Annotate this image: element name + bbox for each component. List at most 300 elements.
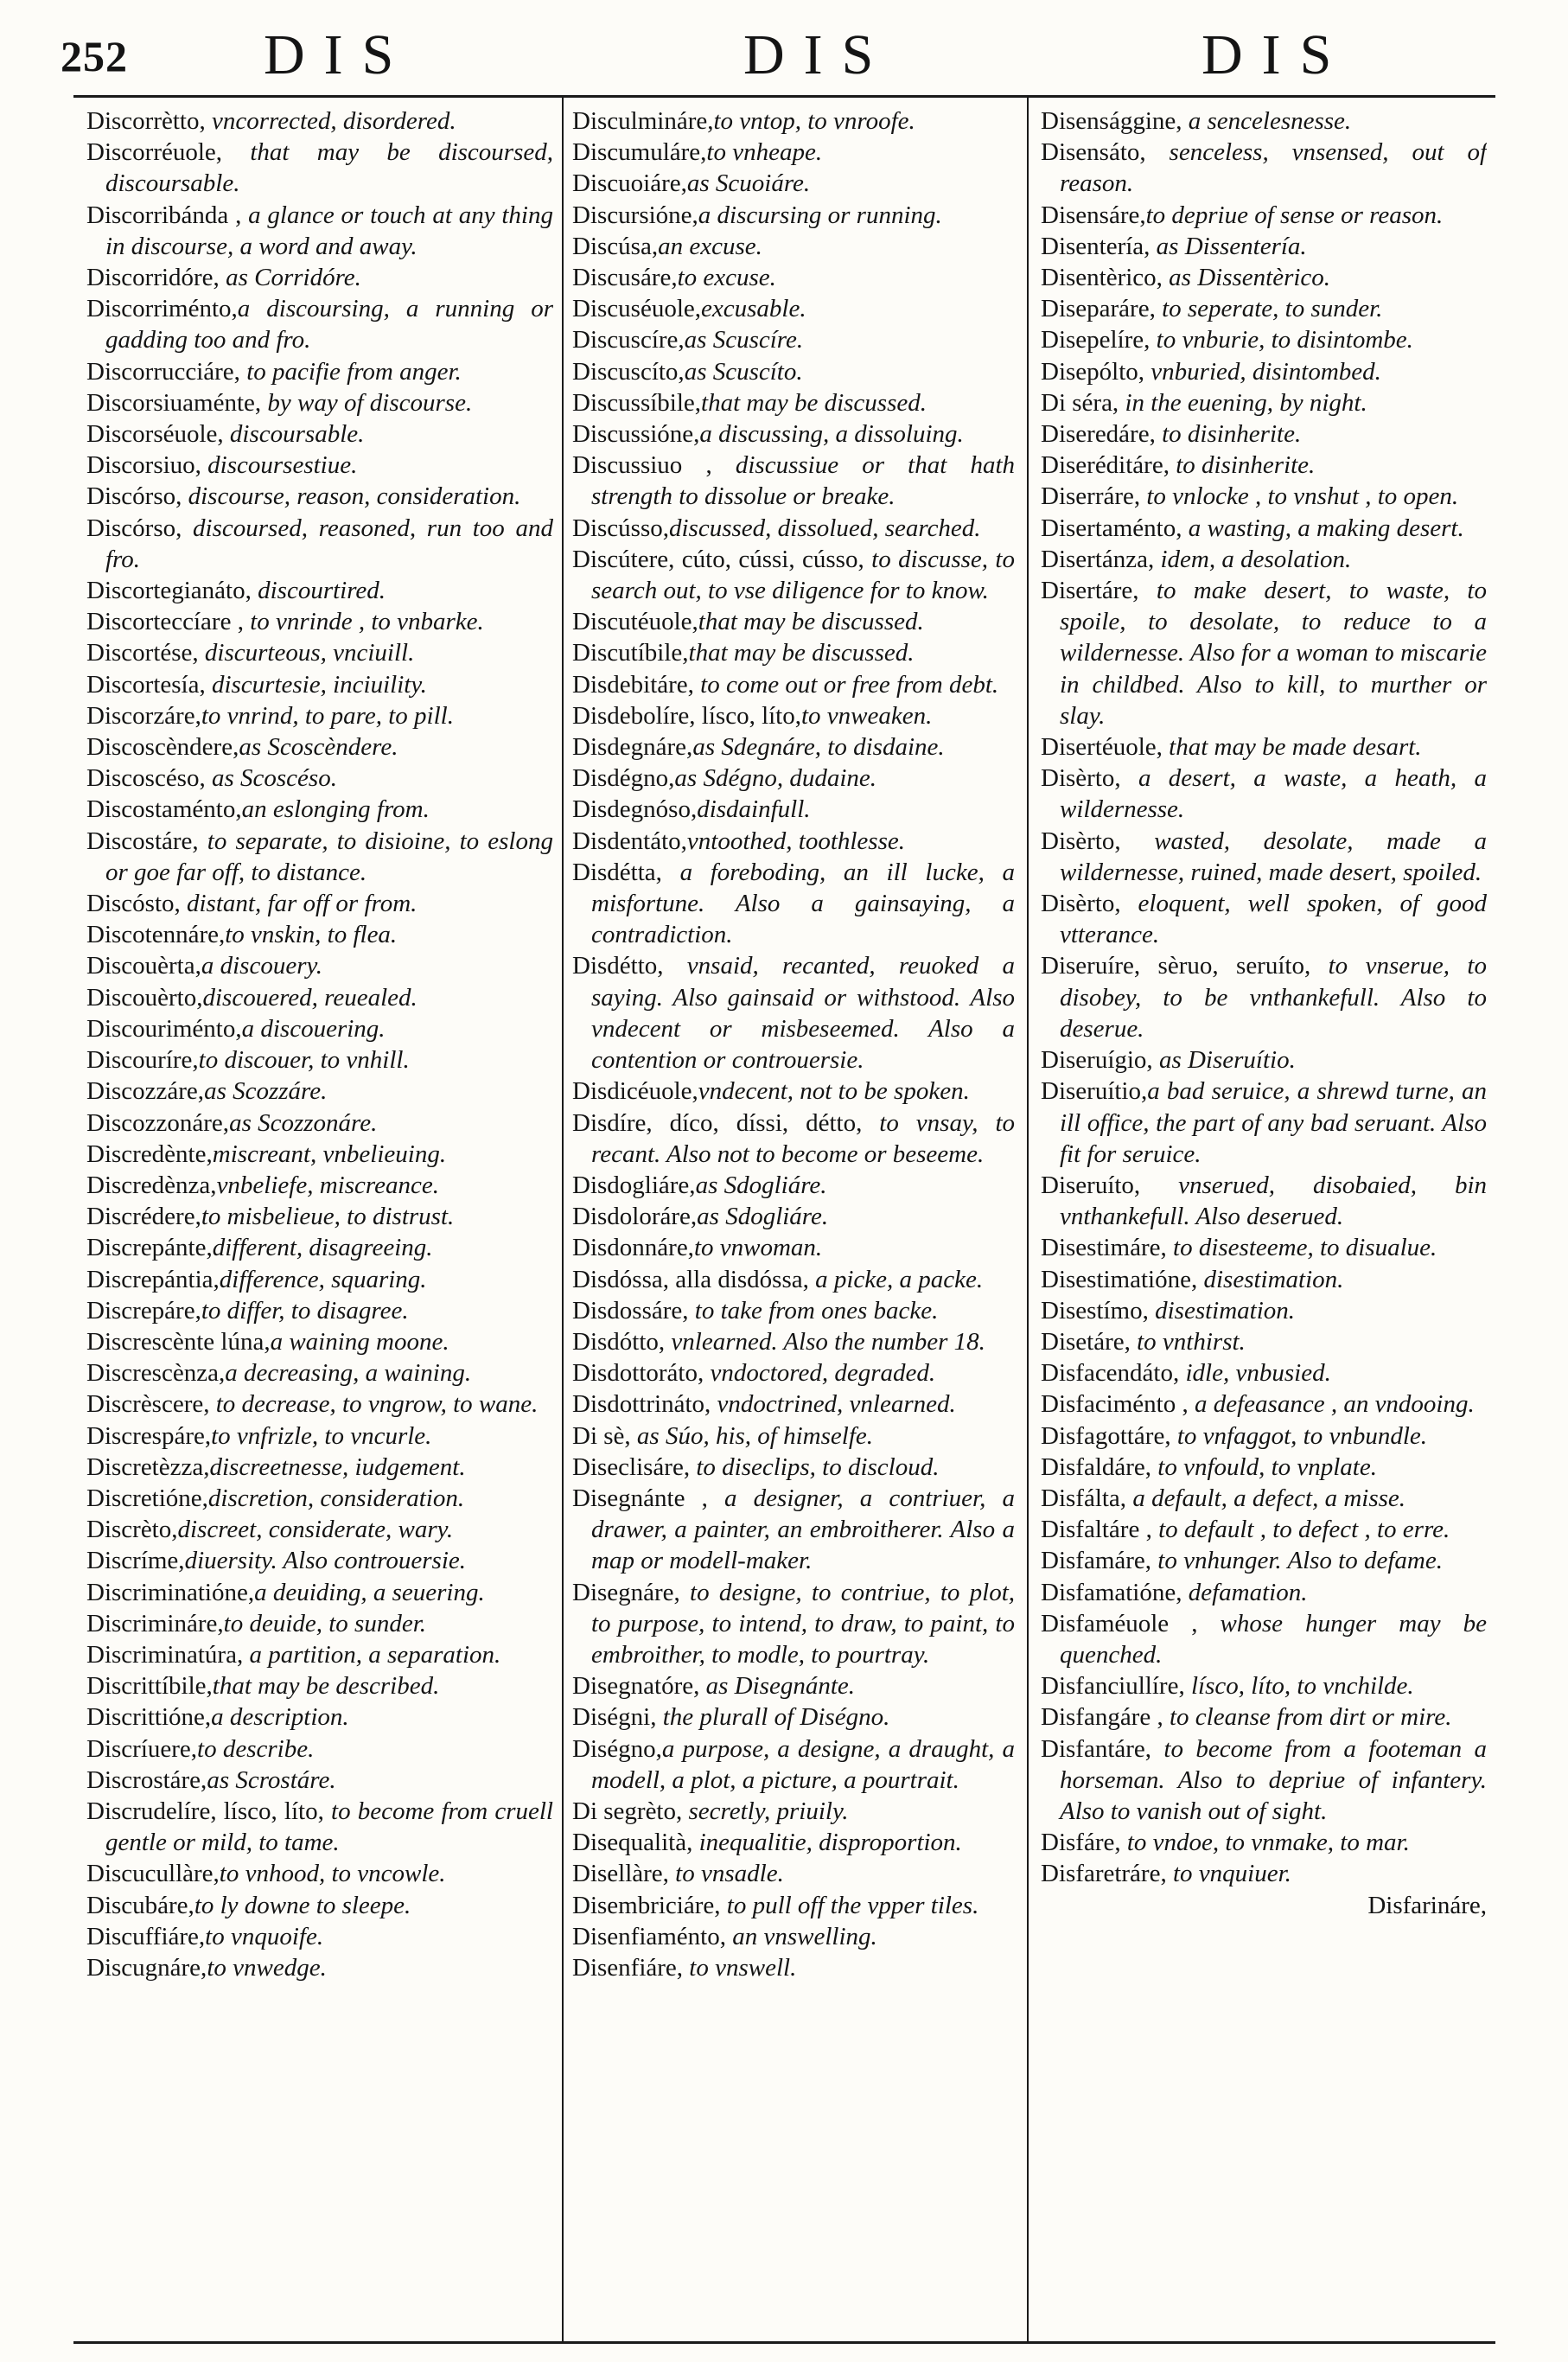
definition: in the euening, by night. [1119, 388, 1367, 417]
dictionary-entry [86, 794, 553, 825]
running-head-right: DIS [1201, 23, 1351, 86]
definition: to vnhood, to vncowle. [219, 1860, 446, 1888]
headword: Discrostáre, [86, 1765, 207, 1794]
headword: Disdottrináto, [572, 1390, 711, 1419]
dictionary-columns [86, 105, 1487, 2336]
headword: Disfagottáre, [1041, 1421, 1171, 1450]
headword: Discuffiáre, [86, 1922, 206, 1950]
header-rule [73, 95, 1495, 98]
dictionary-entry [572, 387, 1015, 418]
headword: Disdicéuole, [572, 1077, 698, 1106]
definition: as Sdégno, dudaine. [674, 764, 877, 793]
headword: Discríme, [86, 1547, 185, 1575]
headword: Discrescènza, [86, 1359, 226, 1388]
definition: discreet, considerate, wary. [177, 1516, 454, 1544]
definition: vndecent, not to be spoken. [698, 1077, 970, 1106]
headword: Discorrucciáre, [86, 357, 240, 386]
headword: Discrèscere, [86, 1390, 210, 1419]
definition: secretly, priuily. [682, 1797, 849, 1825]
definition: to vnsay, to recant. Also not to become or beseeme. [591, 1108, 1015, 1168]
headword: Disdoloráre, [572, 1203, 698, 1231]
dictionary-entry [572, 1357, 1015, 1388]
dictionary-entry [572, 293, 1015, 324]
headword: Diserráre, [1041, 482, 1141, 511]
headword: Disculmináre, [572, 107, 714, 135]
dictionary-entry [572, 606, 1015, 637]
dictionary-entry [1041, 1295, 1487, 1326]
dictionary-entry [86, 1952, 553, 1983]
headword: Diségni, [572, 1703, 657, 1732]
definition: a desert, a waste, a heath, a wildernesse. [1060, 764, 1487, 824]
definition: vnsaid, recanted, reuoked a saying. Also gainsaid or withstood. Also vndecent or misbeseemed. Also a contention or controuersie. [591, 952, 1015, 1075]
headword: Disequalità, [572, 1829, 693, 1857]
headword: Disdossáre, [572, 1296, 689, 1325]
dictionary-entry [86, 387, 553, 418]
definition: as Scozzonáre. [229, 1108, 378, 1137]
dictionary-entry [572, 1733, 1015, 1796]
dictionary-entry [86, 763, 553, 794]
dictionary-entry [86, 1264, 553, 1295]
headword: Disfamáre, [1041, 1547, 1152, 1575]
headword: Discotennáre, [86, 921, 226, 949]
definition: as Scoscèndere. [239, 733, 398, 762]
definition: defamation. [1182, 1578, 1308, 1606]
headword: Disfamatióne, [1041, 1578, 1182, 1606]
headword: Disentería, [1041, 232, 1151, 260]
definition: to vnquiuer. [1166, 1860, 1291, 1888]
dictionary-entry [1041, 1044, 1487, 1076]
dictionary-entry [1041, 1264, 1487, 1295]
dictionary-entry [86, 418, 553, 450]
dictionary-entry [572, 544, 1015, 606]
definition: to vnserue, to disobey, to be vnthankefull. Also to deserue. [1060, 952, 1487, 1043]
definition: as Sdegnáre, to disdaine. [692, 733, 945, 762]
dictionary-entry [572, 1232, 1015, 1263]
definition: different, disagreeing. [212, 1234, 433, 1262]
definition: to disinherite. [1155, 420, 1302, 449]
definition: discreetnesse, iudgement. [209, 1452, 466, 1481]
dictionary-entry [86, 200, 553, 262]
definition: discoursestiue. [201, 451, 358, 480]
headword: Disdentáto, [572, 827, 687, 855]
definition: idem, a desolation. [1154, 545, 1352, 573]
definition: a discouery. [201, 952, 323, 980]
dictionary-entry [86, 1796, 553, 1858]
headword: Discussióne, [572, 420, 700, 449]
dictionary-entry [86, 450, 553, 481]
definition: vntoothed, toothlesse. [686, 827, 905, 855]
definition: as Scuscíto. [684, 357, 803, 386]
dictionary-entry [86, 513, 553, 575]
dictionary-entry [572, 950, 1015, 1076]
headword: Diseclisáre, [572, 1452, 691, 1481]
dictionary-entry [86, 1295, 553, 1326]
dictionary-entry [1041, 231, 1487, 262]
dictionary-entry [572, 1921, 1015, 1952]
definition: as Diseruítio. [1152, 1046, 1296, 1075]
headword: Disestimáre, [1041, 1234, 1167, 1262]
definition: a designer, a contriuer, a drawer, a painter, an embroitherer. Also a map or modell-maker. [591, 1484, 1015, 1575]
dictionary-entry [1041, 1858, 1487, 1889]
dictionary-entry [86, 481, 553, 512]
definition: a discoursing, a running or gadding too and fro. [105, 295, 553, 354]
dictionary-entry [572, 418, 1015, 450]
headword: Discozzáre, [86, 1077, 205, 1106]
definition: by way of discourse. [261, 388, 473, 417]
definition: a foreboding, an ill lucke, a misfortune. Also a gainsaying, a contradiction. [591, 858, 1015, 949]
headword: Discretióne, [86, 1484, 208, 1512]
headword: Discósto, [86, 890, 181, 918]
definition: vnserued, disobaied, bin vnthankefull. Also deserued. [1060, 1171, 1487, 1231]
headword: Discortése, [86, 639, 199, 667]
dictionary-entry [572, 826, 1015, 857]
definition: to vnheape. [706, 138, 823, 167]
headword: Disfaciménto , [1041, 1390, 1189, 1419]
definition: inequalitie, disproportion. [692, 1829, 962, 1857]
dictionary-entry [1041, 1827, 1487, 1858]
dictionary-entry [1041, 418, 1487, 450]
dictionary-entry [572, 1452, 1015, 1483]
dictionary-entry [86, 1545, 553, 1576]
dictionary-entry [572, 1326, 1015, 1357]
dictionary-entry [86, 1232, 553, 1263]
headword: Discouèrto, [86, 983, 203, 1012]
headword: Discouriménto, [86, 1014, 242, 1043]
headword: Disfanciullíre, [1041, 1672, 1185, 1701]
definition: to misbelieue, to distrust. [201, 1203, 455, 1231]
definition: to come out or free from debt. [693, 670, 999, 699]
dictionary-entry [1041, 137, 1487, 199]
definition: a purpose, a designe, a draught, a modell, a plot, a picture, a pourtrait. [591, 1734, 1015, 1794]
definition: to discusse, to search out, to vse diligence for to know. [591, 545, 1015, 605]
definition: to become from a footeman a horseman. Also to depriue of infantery. Also to vanish out of sight. [1060, 1734, 1487, 1825]
headword: Discozzonáre, [86, 1108, 230, 1137]
definition: as Scuoiáre. [686, 169, 811, 198]
dictionary-entry [1041, 1514, 1487, 1545]
dictionary-entry [572, 137, 1015, 168]
definition: eloquent, well spoken, of good vtterance. [1060, 890, 1487, 949]
dictionary-entry [86, 105, 553, 137]
headword: Discorréuole, [86, 138, 223, 167]
dictionary-entry [1041, 293, 1487, 324]
headword: Di sè, [572, 1421, 631, 1450]
definition: as Dissentèrico. [1162, 264, 1331, 292]
definition: discussed, dissolued, searched. [668, 514, 981, 542]
headword: Di séra, [1041, 388, 1119, 417]
dictionary-entry [572, 1108, 1015, 1170]
dictionary-entry [86, 1765, 553, 1796]
dictionary-entry [572, 1483, 1015, 1577]
headword: Disdottoráto, [572, 1359, 704, 1388]
dictionary-entry [86, 826, 553, 888]
definition: a sencelesnesse. [1182, 107, 1352, 135]
dictionary-entry [86, 1670, 553, 1701]
headword: Disegnatóre, [572, 1672, 700, 1701]
column-2 [572, 105, 1015, 2336]
headword: Discorzáre, [86, 701, 201, 730]
dictionary-entry [1041, 1545, 1487, 1576]
definition: disestimation. [1197, 1265, 1344, 1293]
headword: Discorsiuaménte, [86, 388, 262, 417]
headword: Disensáto, [1041, 138, 1146, 167]
dictionary-entry [1041, 826, 1487, 888]
definition: to deuide, to sunder. [223, 1609, 427, 1637]
headword: Discrittióne, [86, 1703, 212, 1732]
definition: to seperate, to sunder. [1155, 295, 1383, 323]
headword: Disdegnáre, [572, 733, 693, 762]
dictionary-entry [1041, 513, 1487, 544]
definition: a deuiding, a seuering. [254, 1578, 485, 1606]
dictionary-entry [86, 1608, 553, 1639]
headword: Disembriciáre, [572, 1891, 721, 1919]
definition: excusable. [701, 295, 806, 323]
headword: Disestimatióne, [1041, 1265, 1198, 1293]
definition: discussiue or that hath strength to dissolue or breake. [591, 451, 1015, 511]
definition: vndoctored, degraded. [704, 1359, 936, 1388]
headword: Disfáre, [1041, 1829, 1121, 1857]
definition: to vnhunger. Also to defame. [1151, 1547, 1443, 1575]
headword: Discostáre, [86, 827, 199, 855]
dictionary-entry [1041, 105, 1487, 137]
headword: Disepelíre, [1041, 326, 1151, 354]
headword: Disertáre, [1041, 577, 1139, 605]
headword: Discoscéso, [86, 764, 206, 793]
definition: to vnrinde , to vnbarke. [243, 608, 484, 636]
definition: to vnquoife. [205, 1922, 324, 1950]
definition: vnburied, disintombed. [1144, 357, 1381, 386]
definition: difference, squaring. [219, 1265, 427, 1293]
definition: the plurall of Diségno. [656, 1703, 890, 1732]
dictionary-entry [86, 919, 553, 950]
definition: to separate, to disioine, to eslong or goe far off, to distance. [105, 827, 553, 886]
definition: to pull off the vpper tiles. [720, 1891, 979, 1919]
dictionary-entry [1041, 888, 1487, 950]
definition: as Súo, his, of himselfe. [630, 1421, 874, 1450]
headword: Discrepáre, [86, 1296, 201, 1325]
definition: a partition, a separation. [243, 1640, 501, 1669]
headword: Discutíbile, [572, 639, 689, 667]
definition: an eslonging from. [241, 795, 430, 824]
definition: to vnthirst. [1130, 1327, 1246, 1356]
headword: Disensággine, [1041, 107, 1182, 135]
headword: Disfálta, [1041, 1484, 1127, 1512]
definition: distant, far off or from. [180, 890, 417, 918]
dictionary-entry [1041, 262, 1487, 293]
headword: Diseruíto, [1041, 1171, 1141, 1199]
definition: to disinherite. [1169, 451, 1316, 480]
definition: to vnrind, to pare, to pill. [201, 701, 454, 730]
dictionary-entry [1041, 1076, 1487, 1170]
headword: Discugnáre, [86, 1953, 207, 1982]
column-3 [1041, 105, 1487, 2336]
headword: Disdótto, [572, 1327, 666, 1356]
definition: diuersity. Also controuersie. [184, 1547, 466, 1575]
dictionary-entry [86, 1388, 553, 1420]
headword: Discretèzza, [86, 1452, 210, 1481]
definition: as Disegnánte. [699, 1672, 855, 1701]
dictionary-entry [572, 637, 1015, 668]
headword: Discórso, [86, 514, 182, 542]
definition: to ly downe to sleepe. [194, 1891, 411, 1919]
headword: Disertéuole, [1041, 733, 1163, 762]
dictionary-entry [86, 1483, 553, 1514]
headword: Discubáre, [86, 1891, 194, 1919]
dictionary-entry [572, 262, 1015, 293]
dictionary-entry [86, 669, 553, 700]
dictionary-entry [86, 1108, 553, 1139]
headword: Discorséuole, [86, 420, 224, 449]
definition: that may be discussed. [698, 608, 924, 636]
dictionary-entry [572, 231, 1015, 262]
dictionary-entry [572, 1890, 1015, 1921]
definition: to decrease, to vngrow, to wane. [209, 1390, 539, 1419]
headword: Diseruíre, sèruo, seruíto, [1041, 952, 1311, 980]
dictionary-entry [572, 1076, 1015, 1107]
definition: to vnskin, to flea. [225, 921, 398, 949]
headword: Discorteccíare , [86, 608, 244, 636]
headword: Discrudelíre, lísco, líto, [86, 1797, 324, 1825]
dictionary-entry [86, 1733, 553, 1765]
dictionary-entry [1041, 1483, 1487, 1514]
definition: vnbeliefe, miscreance. [216, 1171, 439, 1199]
dictionary-entry [1041, 1357, 1487, 1388]
headword: Discuscíto, [572, 357, 685, 386]
dictionary-entry [86, 1076, 553, 1107]
dictionary-entry [86, 1044, 553, 1076]
headword: Discrespáre, [86, 1421, 212, 1450]
dictionary-entry [572, 1295, 1015, 1326]
definition: discoursed, reasoned, run too and fro. [105, 514, 553, 573]
definition: discourse, reason, consideration. [182, 482, 521, 511]
definition: to vnsadle. [668, 1860, 784, 1888]
headword: Discuoiáre, [572, 169, 687, 198]
headword: Discursióne, [572, 201, 698, 229]
headword: Disfaltáre , [1041, 1516, 1152, 1544]
headword: Disfaméuole , [1041, 1609, 1198, 1637]
headword: Disfaretráre, [1041, 1860, 1167, 1888]
dictionary-entry [572, 513, 1015, 544]
dictionary-entry [1041, 575, 1487, 731]
definition: as Dissentería. [1150, 232, 1307, 260]
headword: Diségno, [572, 1734, 662, 1763]
dictionary-entry [1041, 356, 1487, 387]
headword: Discumuláre, [572, 138, 707, 167]
definition: a discussing, a dissoluing. [699, 420, 964, 449]
dictionary-entry [1041, 763, 1487, 825]
definition: vnlearned. Also the number 18. [665, 1327, 985, 1356]
headword: Discríuere, [86, 1734, 198, 1763]
definition: to vnburie, to disintombe. [1150, 326, 1413, 354]
definition: to designe, to contriue, to plot, to purpose, to intend, to draw, to paint, to embroither, to modle, to pourtray. [591, 1578, 1015, 1669]
dictionary-entry [1041, 1232, 1487, 1263]
headword: Disertaménto, [1041, 514, 1182, 542]
definition: as Sdogliáre. [695, 1171, 827, 1199]
headword: Disellàre, [572, 1860, 669, 1888]
headword: Disdétto, [572, 952, 664, 980]
dictionary-entry [86, 293, 553, 355]
definition: to excuse. [677, 264, 776, 292]
definition: discurteous, vnciuill. [198, 639, 415, 667]
definition: a default, a defect, a misse. [1126, 1484, 1406, 1512]
dictionary-entry [86, 1452, 553, 1483]
headword: Disdíre, díco, díssi, détto, [572, 1108, 863, 1137]
definition: to make desert, to waste, to spoile, to desolate, to reduce to a wildernesse. Also for a woman to miscarie in childbed. Also to kill, to murther or slay. [1060, 577, 1487, 730]
definition: a discursing or running. [698, 201, 942, 229]
dictionary-entry [1041, 950, 1487, 1044]
dictionary-entry [86, 637, 553, 668]
definition: senceless, vnsensed, out of reason. [1060, 138, 1487, 198]
definition: that may be discussed. [688, 639, 915, 667]
dictionary-entry [1041, 1608, 1487, 1670]
definition: as Scuscíre. [684, 326, 804, 354]
headword: Disdonnáre, [572, 1234, 694, 1262]
dictionary-entry [572, 857, 1015, 951]
headword: Discorribánda , [86, 201, 242, 229]
dictionary-entry [1041, 1452, 1487, 1483]
dictionary-entry [572, 1264, 1015, 1295]
dictionary-entry [86, 575, 553, 606]
headword: Discredènte, [86, 1140, 213, 1168]
definition: to discouer, to vnhill. [198, 1046, 410, 1075]
headword: Disdétta, [572, 858, 662, 886]
dictionary-entry [572, 1577, 1015, 1671]
definition: to diseclips, to discloud. [690, 1452, 940, 1481]
dictionary-entry [572, 450, 1015, 512]
headword: Disfantáre, [1041, 1734, 1152, 1763]
dictionary-entry [572, 324, 1015, 355]
page-header [61, 16, 1495, 93]
headword: Disdebitáre, [572, 670, 694, 699]
definition: discurtesie, inciuility. [205, 670, 427, 699]
dictionary-entry [86, 1170, 553, 1201]
definition: a glance or touch at any thing in discourse, a word and away. [105, 201, 553, 260]
dictionary-entry [1041, 1388, 1487, 1420]
definition: as Sdogliáre. [697, 1203, 829, 1231]
dictionary-entry [86, 1326, 553, 1357]
headword: Discredènza, [86, 1171, 217, 1199]
dictionary-entry [1041, 1670, 1487, 1701]
definition: to depriue of sense or reason. [1145, 201, 1444, 229]
definition: to take from ones backe. [688, 1296, 939, 1325]
headword: Diseruígio, [1041, 1046, 1153, 1075]
headword: Discússo, [572, 514, 669, 542]
headword: Discuscíre, [572, 326, 685, 354]
definition: idle, vnbusied. [1179, 1359, 1331, 1388]
headword: Discorridóre, [86, 264, 220, 292]
headword: Discucullàre, [86, 1860, 220, 1888]
definition: discouered, reuealed. [202, 983, 417, 1012]
dictionary-entry [1041, 481, 1487, 512]
dictionary-entry [1041, 200, 1487, 231]
dictionary-entry [572, 1388, 1015, 1420]
headword: Diseparáre, [1041, 295, 1156, 323]
definition: a bad seruice, a shrewd turne, an ill office, the part of any bad seruant. Also fit for seruice. [1060, 1077, 1487, 1168]
definition: a defeasance , an vndooing. [1188, 1390, 1475, 1419]
headword: Discúsa, [572, 232, 659, 260]
definition: to vnwedge. [207, 1953, 327, 1982]
definition: to vnweaken. [801, 701, 933, 730]
dictionary-entry [86, 1577, 553, 1608]
dictionary-entry [1041, 387, 1487, 418]
dictionary-entry [1041, 1577, 1487, 1608]
dictionary-entry [572, 669, 1015, 700]
headword: Discortesía, [86, 670, 206, 699]
dictionary-entry [572, 1858, 1015, 1889]
headword: Discuséuole, [572, 295, 701, 323]
definition: to describe. [197, 1734, 315, 1763]
dictionary-entry [1041, 1701, 1487, 1733]
definition: to vnfrizle, to vncurle. [211, 1421, 432, 1450]
